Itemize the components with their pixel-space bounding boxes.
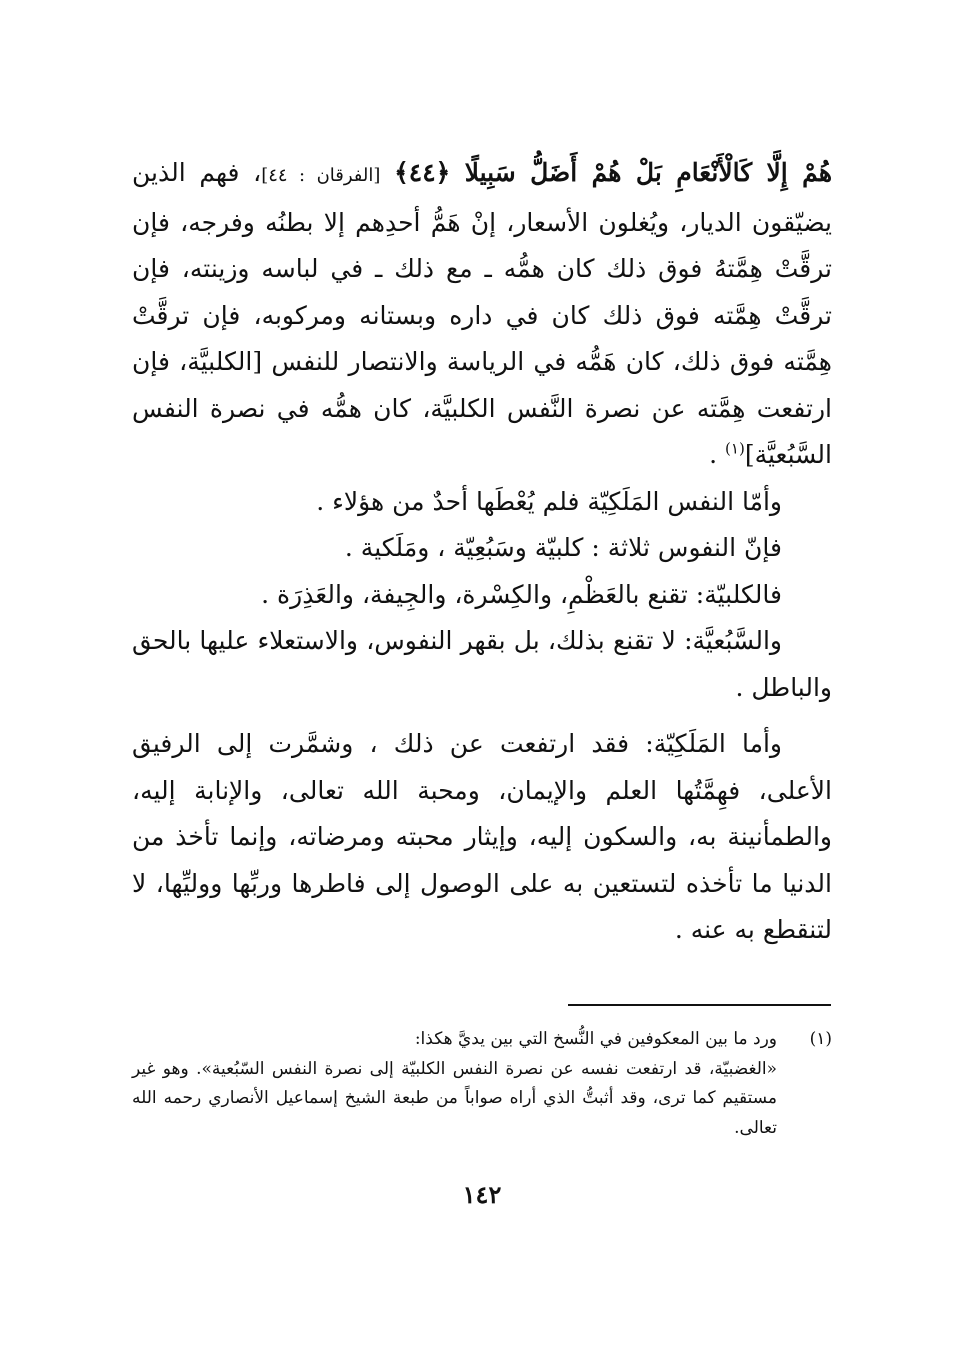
paragraph-1 — [132, 150, 832, 479]
page-number: ١٤٢ — [462, 1180, 502, 1209]
paragraph-3: فإنّ النفوس ثلاثة : كلبيّة وسَبُعِيّة ، ومَلَكية . — [344, 533, 782, 562]
footnote-number: (١) — [809, 1029, 832, 1049]
paragraph-1-end: . — [709, 440, 726, 469]
footnote-marker[interactable]: (١) — [725, 439, 745, 458]
footnote-line-1: ورد ما بين المعكوفين في النُّسخ التي بين يديَّ هكذا: — [414, 1029, 777, 1049]
verse-reference: [الفرقان : ٤٤] — [261, 165, 381, 186]
paragraph-4: فالكلبيّة: تقنع بالعَظْمِ، والكِسْرة، والجِيفة، والعَذِرَة . — [261, 579, 782, 609]
paragraph-5: والسَّبُعيَّة: لا تقنع بذلك، بل بقهر النفوس، والاستعلاء عليها بالحق والباطل . — [132, 626, 832, 702]
footnote — [132, 1025, 832, 1143]
quran-verse: هُمْ إِلَّا كَالْأَنْعَامِ بَلْ هُمْ أَضَلُّ سَبِيلًا ﴿٤٤﴾ — [394, 158, 833, 187]
paragraph-2: وأمّا النفس المَلَكِيّة فلم يُعْطَها أحدٌ من هؤلاء . — [316, 486, 782, 516]
footnote-line-2: «الغضبيّة، قد ارتفعت نفسه عن نصرة النفس الكلبيّة إلى نصرة النفس السّبُعية». وهو غير مستقيم كما ترى، وقد أثبتُّ الذي أراه صواباً من طبعة الشيخ إسماعيل الأنصاري رحمه الله تعالى. — [132, 1058, 777, 1138]
paragraph-1-text: ، فهم الذين يضيّقون الديار، ويُغلون الأسعار، إنْ هَمُّ أحدِهم إلا بطنُه وفرجه، فإن ترقَّتْ هِمَّتهُ فوق ذلك كان همُّه ـ مع ذلك ـ في لباسه وزينته، فإن ترقَّتْ هِمَّته فوق ذلك كان في داره وبستانه ومركوبه، فإن ترقَّتْ هِمَّته فوق ذلك، كان هَمُّه في الرياسة والانتصار للنفس [الكلبيَّة، فإن ارتفعت هِمَّته عن نصرة النَّفس الكلبيَّة، كان همُّه في نصرة النفس السَّبُعيَّة] — [132, 158, 832, 469]
footnote-row — [132, 1025, 832, 1143]
footnote-divider — [568, 1004, 831, 1006]
footnote-body — [132, 1025, 777, 1143]
paragraph-6: وأما المَلَكِيّة: فقد ارتفعت عن ذلك ، وشمَّرت إلى الرفيق الأعلى، فهِمَّتُها العلم والإيمان، ومحبة الله تعالى، والإنابة إليه، والطمأنينة به، والسكون إليه، وإيثار محبته ومرضاته، وإنما تأخذ من الدنيا ما تأخذه لتستعين به على الوصول إلى فاطرها وربِّها ووليِّها، لا لتنقطع به عنه . — [132, 729, 832, 944]
main-text — [132, 150, 832, 954]
